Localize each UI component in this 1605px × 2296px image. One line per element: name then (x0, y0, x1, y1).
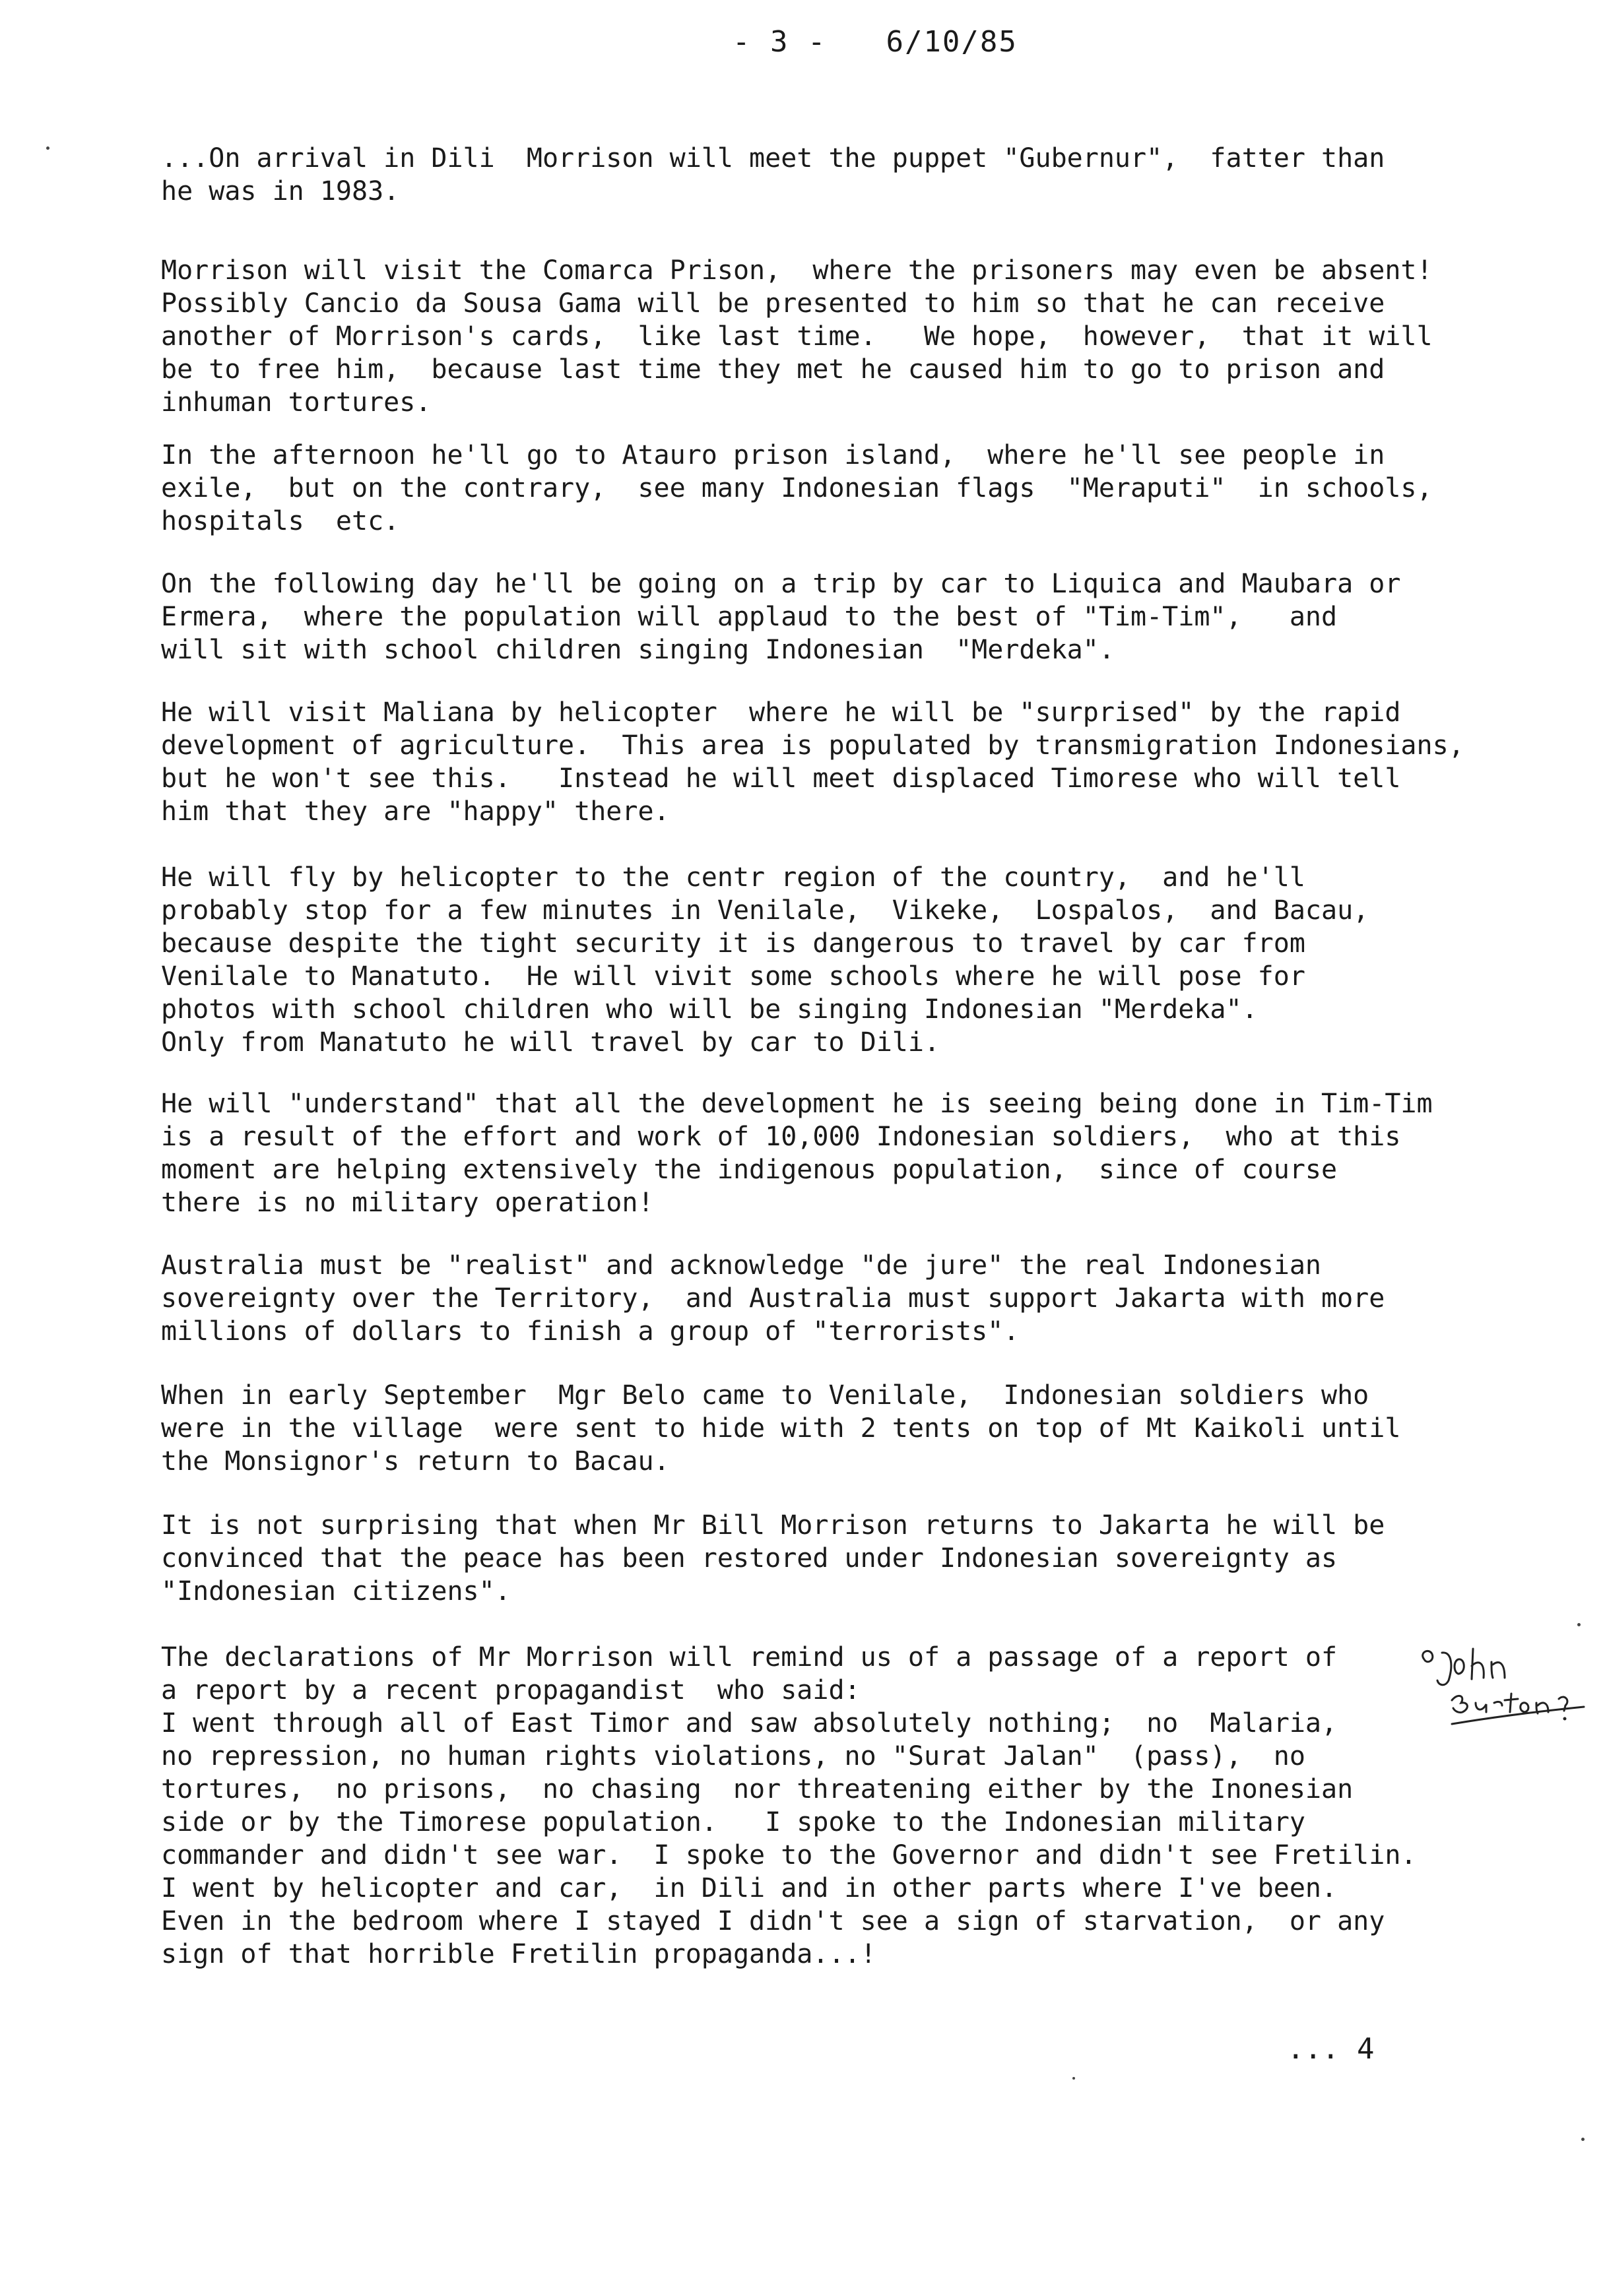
text-line: Morrison will visit the Comarca Prison, where the prisoners may even be absent! (161, 255, 1433, 286)
text-line: Australia must be "realist" and acknowledge "de jure" the real Indonesian (161, 1250, 1321, 1281)
text-line: sign of that horrible Fretilin propaganda...! (161, 1939, 876, 1969)
continuation-marker: ... 4 (1287, 2032, 1375, 2066)
text-line: he was in 1983. (161, 176, 400, 207)
paragraph-6 (161, 861, 1573, 1059)
paragraph-3 (161, 439, 1573, 538)
text-line: I went through all of East Timor and saw absolutely nothing; no Malaria, (161, 1708, 1338, 1738)
text-line: commander and didn't see war. I spoke to the Governor and didn't see Fretilin. (161, 1840, 1417, 1870)
text-line: I went by helicopter and car, in Dili and in other parts where I've been. (161, 1873, 1338, 1903)
paragraph-8 (161, 1249, 1573, 1348)
text-line: were in the village were sent to hide with 2 tents on top of Mt Kaikoli until (161, 1413, 1401, 1444)
text-line: The declarations of Mr Morrison will remind us of a passage of a report of (161, 1642, 1338, 1673)
text-line: He will "understand" that all the development he is seeing being done in Tim-Tim (161, 1089, 1433, 1119)
text-line: He will visit Maliana by helicopter where he will be "surprised" by the rapid (161, 697, 1401, 728)
text-line: convinced that the peace has been restored under Indonesian sovereignty as (161, 1543, 1338, 1574)
text-line: him that they are "happy" there. (161, 796, 670, 827)
text-line: there is no military operation! (161, 1188, 654, 1218)
text-line: development of agriculture. This area is populated by transmigration Indonesians, (161, 730, 1464, 761)
text-line: moment are helping extensively the indigenous population, since of course (161, 1155, 1338, 1185)
text-line: When in early September Mgr Belo came to Venilale, Indonesian soldiers who (161, 1380, 1369, 1411)
scan-speck (46, 146, 49, 150)
text-line: be to free him, because last time they met he caused him to go to prison and (161, 354, 1385, 385)
paragraph-11 (161, 1641, 1573, 1971)
text-line: Ermera, where the population will applaud to the best of "Tim-Tim", and (161, 602, 1338, 632)
text-line: a report by a recent propagandist who said: (161, 1675, 861, 1706)
scan-speck (1072, 2077, 1075, 2080)
text-line: It is not surprising that when Mr Bill Morrison returns to Jakarta he will be (161, 1510, 1385, 1541)
scan-speck (1581, 2138, 1585, 2141)
text-line: In the afternoon he'll go to Atauro prison island, where he'll see people in (161, 440, 1385, 470)
document-date: 6/10/85 (886, 25, 1018, 59)
text-line: On the following day he'll be going on a trip by car to Liquica and Maubara or (161, 569, 1401, 599)
paragraph-4 (161, 567, 1573, 666)
text-line: will sit with school children singing Indonesian "Merdeka". (161, 635, 1115, 665)
text-line: hospitals etc. (161, 506, 400, 536)
text-line: because despite the tight security it is dangerous to travel by car from (161, 928, 1305, 959)
text-line: He will fly by helicopter to the centr region of the country, and he'll (161, 862, 1305, 893)
text-line: exile, but on the contrary, see many Indonesian flags "Meraputi" in schools, (161, 473, 1433, 503)
text-line: is a result of the effort and work of 10,000 Indonesian soldiers, who at this (161, 1122, 1401, 1152)
text-line: side or by the Timorese population. I spoke to the Indonesian military (161, 1807, 1305, 1837)
paragraph-2 (161, 254, 1573, 419)
text-line: photos with school children who will be singing Indonesian "Merdeka". (161, 994, 1258, 1025)
text-line: the Monsignor's return to Bacau. (161, 1446, 670, 1477)
text-line: ...On arrival in Dili Morrison will meet the puppet "Gubernur", fatter than (161, 143, 1385, 174)
text-line: no repression, no human rights violations, no "Surat Jalan" (pass), no (161, 1741, 1305, 1771)
paragraph-7 (161, 1087, 1573, 1219)
scan-speck (1577, 1623, 1581, 1626)
text-line: Possibly Cancio da Sousa Gama will be presented to him so that he can receive (161, 288, 1385, 319)
paragraph-10 (161, 1509, 1573, 1608)
text-line: sovereignty over the Territory, and Australia must support Jakarta with more (161, 1283, 1385, 1314)
text-line: Venilale to Manatuto. He will vivit some schools where he will pose for (161, 961, 1305, 992)
text-line: Only from Manatuto he will travel by car to Dili. (161, 1027, 940, 1058)
paragraph-5 (161, 696, 1573, 828)
text-line: inhuman tortures. (161, 387, 432, 418)
paragraph-1 (161, 142, 1573, 208)
text-line: Even in the bedroom where I stayed I didn't see a sign of starvation, or any (161, 1906, 1385, 1936)
text-line: tortures, no prisons, no chasing nor threatening either by the Inonesian (161, 1774, 1354, 1804)
text-line: probably stop for a few minutes in Venilale, Vikeke, Lospalos, and Bacau, (161, 895, 1369, 926)
text-line: millions of dollars to finish a group of "terrorists". (161, 1316, 1020, 1347)
text-line: another of Morrison's cards, like last time. We hope, however, that it will (161, 321, 1433, 352)
page-header (733, 25, 1018, 59)
paragraph-9 (161, 1379, 1573, 1478)
page-number: - 3 - (733, 25, 827, 59)
handwritten-note (1412, 1640, 1597, 1738)
text-line: "Indonesian citizens". (161, 1576, 511, 1607)
text-line: but he won't see this. Instead he will meet displaced Timorese who will tell (161, 763, 1401, 794)
